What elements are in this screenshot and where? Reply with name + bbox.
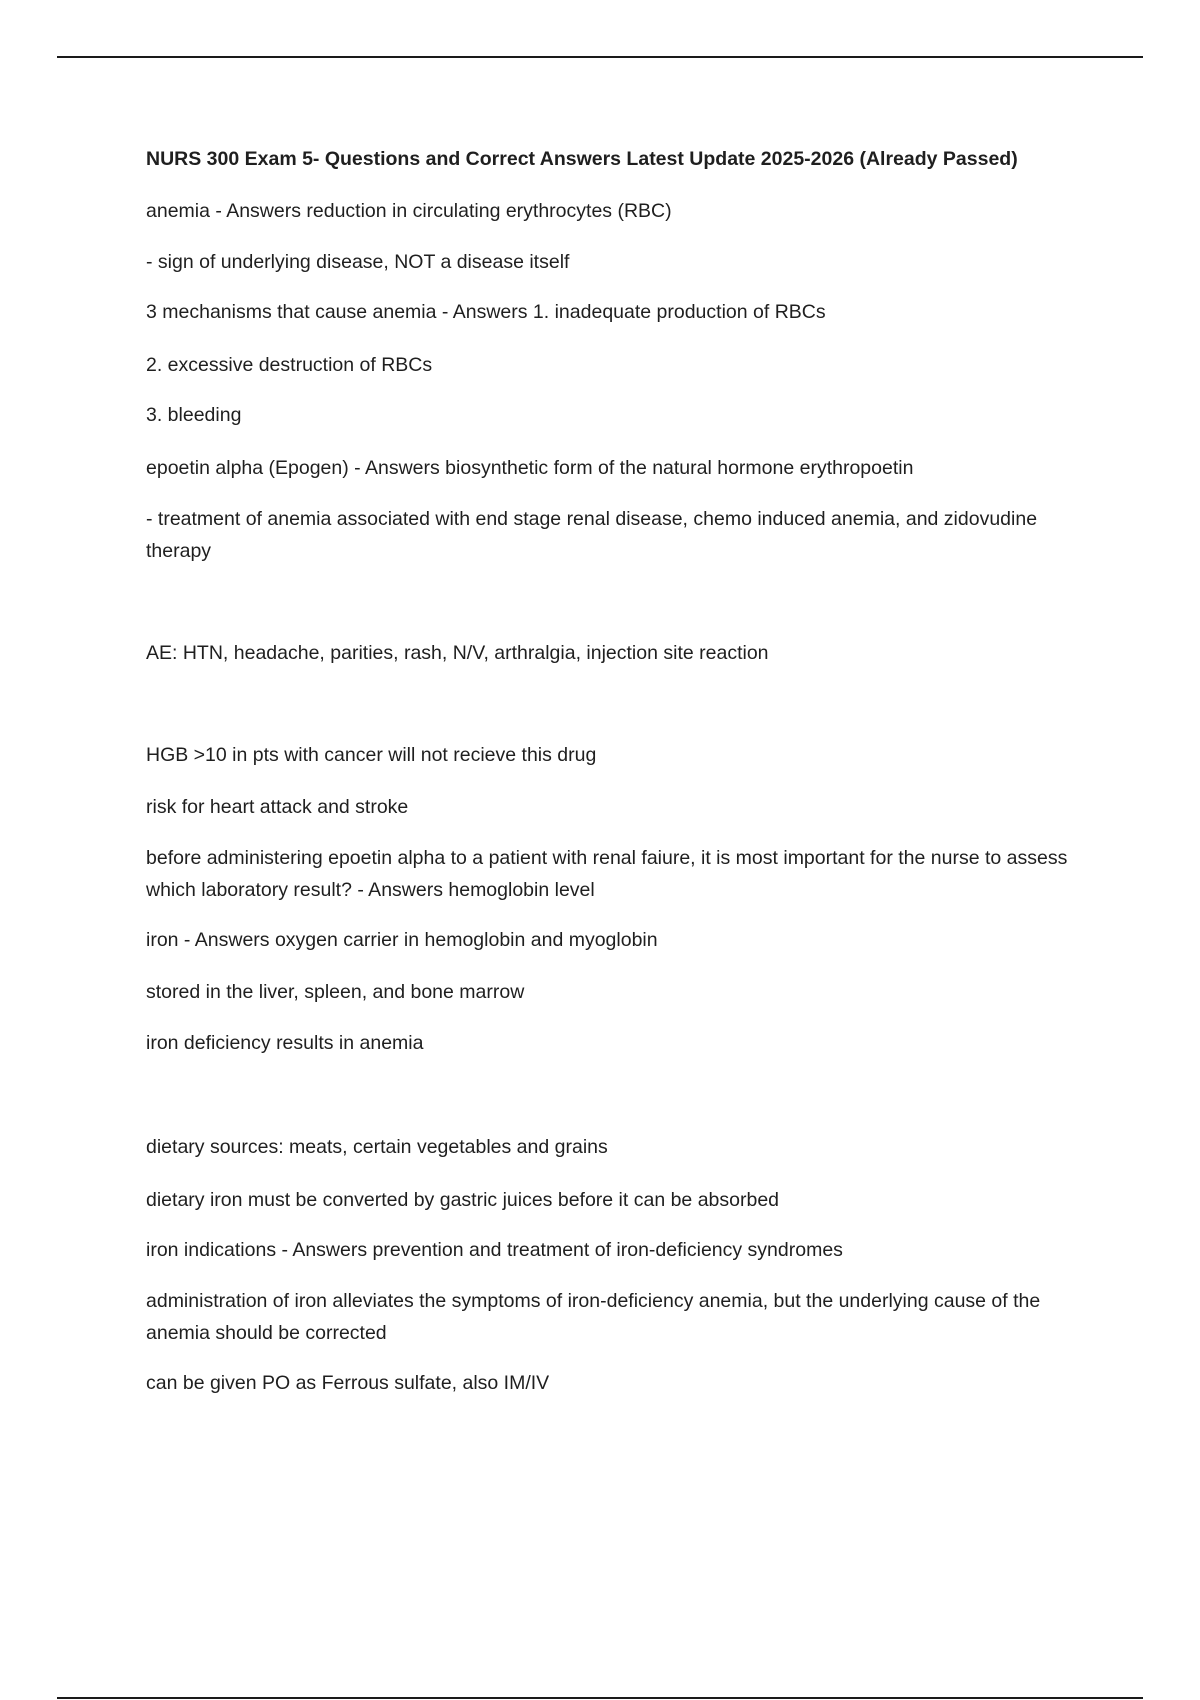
- line-given-po: can be given PO as Ferrous sulfate, also IM/IV: [146, 1372, 550, 1394]
- line-iron-deficiency: iron deficiency results in anemia: [146, 1032, 424, 1054]
- line-epoetin: epoetin alpha (Epogen) - Answers biosynthetic form of the natural hormone erythropoetin: [146, 457, 914, 479]
- line-bleeding: 3. bleeding: [146, 404, 242, 426]
- line-risk: risk for heart attack and stroke: [146, 796, 409, 818]
- line-iron-indications: iron indications - Answers prevention and treatment of iron-deficiency syndromes: [146, 1239, 843, 1261]
- line-adverse-effects: AE: HTN, headache, parities, rash, N/V, arthralgia, injection site reaction: [146, 642, 769, 664]
- bottom-rule: [57, 1697, 1143, 1699]
- line-sign-underlying: - sign of underlying disease, NOT a disease itself: [146, 251, 570, 273]
- top-rule: [57, 56, 1143, 58]
- line-iron: iron - Answers oxygen carrier in hemoglobin and myoglobin: [146, 929, 658, 951]
- line-dietary-iron: dietary iron must be converted by gastric juices before it can be absorbed: [146, 1189, 780, 1211]
- line-excessive-destruction: 2. excessive destruction of RBCs: [146, 354, 433, 376]
- line-hgb: HGB >10 in pts with cancer will not recieve this drug: [146, 744, 597, 766]
- line-before-administering: before administering epoetin alpha to a patient with renal faiure, it is most important for the nurse to assess which laboratory result? - Answers hemoglobin level: [146, 847, 1068, 901]
- line-anemia: anemia - Answers reduction in circulating erythrocytes (RBC): [146, 200, 672, 222]
- line-dietary-sources: dietary sources: meats, certain vegetables and grains: [146, 1136, 608, 1158]
- line-administration: administration of iron alleviates the symptoms of iron-deficiency anemia, but the underlying cause of the anemia should be corrected: [146, 1290, 1041, 1344]
- line-treatment: - treatment of anemia associated with end stage renal disease, chemo induced anemia, and zidovudine therapy: [146, 508, 1038, 562]
- document-title: NURS 300 Exam 5- Questions and Correct Answers Latest Update 2025-2026 (Already Passed): [146, 148, 1018, 170]
- line-stored: stored in the liver, spleen, and bone marrow: [146, 981, 525, 1003]
- line-mechanisms: 3 mechanisms that cause anemia - Answers 1. inadequate production of RBCs: [146, 301, 826, 323]
